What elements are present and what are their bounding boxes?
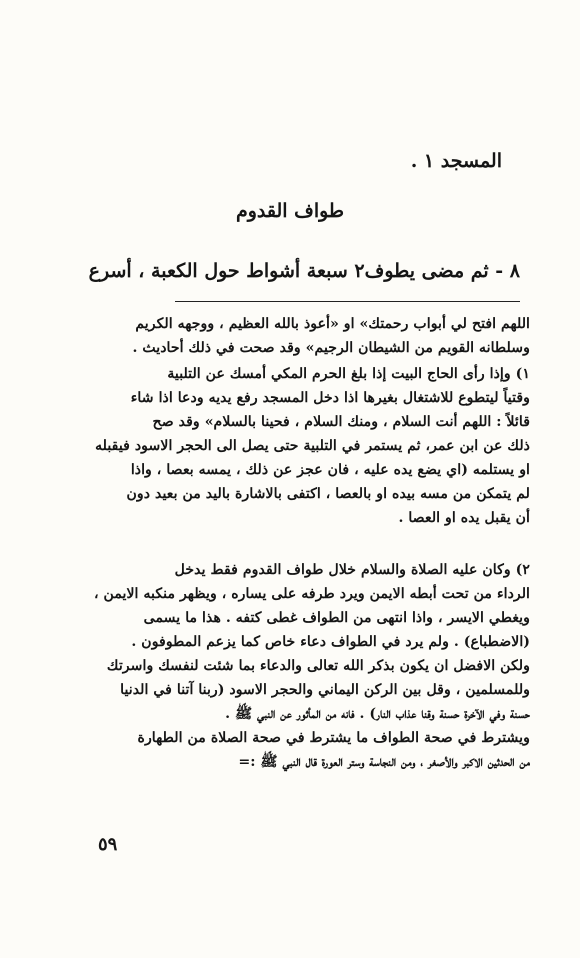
footnote-separator (175, 301, 520, 302)
footnote-line: قائلاً : اللهم أنت السلام ، ومنك السلام ، فحينا بالسلام» وقد صح (152, 414, 530, 430)
main-text-line: ٨ - ثم مضى يطوف٢ سبعة أشواط حول الكعبة ، أسرع (88, 260, 520, 282)
footnote-line: ١) وإذا رأى الحاج البيت إذا بلغ الحرم المكي أمسك عن التلبية (167, 366, 530, 382)
footnote-line: من الحدثين الاكبر والأصغر ، ومن النجاسة وستر العورة قال النبي ﷺ := (238, 754, 530, 770)
continuation-line: المسجد ١ . (410, 150, 502, 172)
footnote-line: الرداء من تحت أبطه الايمن ويرد طرفه على يساره ، ويظهر منكبه الايمن ، (94, 586, 530, 602)
footnote-line: وقتياً ليتطوع للاشتغال بغيرها اذا دخل المسجد رفع يديه ودعا اذا شاء (130, 390, 530, 406)
footnote-line: حسنة وفي الآخرة حسنة وقنا عذاب النار) . فانه من المأثور عن النبي ﷺ . (225, 706, 530, 722)
footnote-line: (الاضطباع) . ولم يرد في الطواف دعاء خاص كما يزعم المطوفون . (131, 634, 530, 650)
footnote-line: ولكن الافضل ان يكون بذكر الله تعالى والدعاء بما شئت لنفسك واسرتك (106, 658, 530, 674)
footnote-line: أن يقبل يده او العصا . (398, 510, 530, 526)
footnote-block-continued (60, 312, 530, 360)
footnote-line: او يستلمه (اي يضع يده عليه ، فان عجز عن ذلك ، يمسه بعصا ، واذا (130, 462, 530, 478)
footnote-line: ذلك عن ابن عمر، ثم يستمر في التلبية حتى يصل الى الحجر الاسود فيقبله (95, 438, 530, 454)
section-heading: طواف القدوم (235, 200, 345, 222)
footnote-line: اللهم افتح لي أبواب رحمتك» او «أعوذ بالله العظيم ، ووجهه الكريم (135, 316, 530, 332)
footnote-line: ويشترط في صحة الطواف ما يشترط في صحة الصلاة من الطهارة (137, 730, 530, 746)
footnote-1 (60, 362, 530, 530)
footnote-line: وسلطانه القويم من الشيطان الرجيم» وقد صحت في ذلك أحاديث . (132, 340, 530, 356)
footnote-line: ٢) وكان عليه الصلاة والسلام خلال طواف القدوم فقط يدخل (174, 562, 530, 578)
page-number: ٥٩ (98, 834, 118, 855)
footnote-line: وللمسلمين ، وقل بين الركن اليماني والحجر الاسود (ربنا آتنا في الدنيا (120, 682, 530, 698)
footnote-line: ويغطي الايسر ، واذا انتهى من الطواف غطى كتفه . هذا ما يسمى (143, 610, 530, 626)
footnote-line: لم يتمكن من مسه بيده او بالعصا ، اكتفى بالاشارة باليد من بعيد دون (126, 486, 530, 502)
footnote-2 (60, 558, 530, 774)
